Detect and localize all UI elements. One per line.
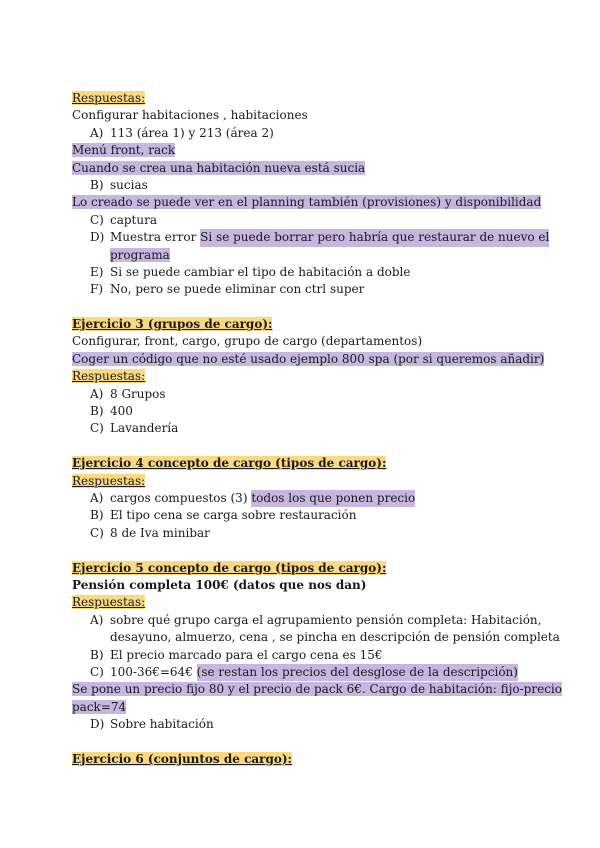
exercise-5-heading: Ejercicio 5 concepto de cargo (tipos de cargo): xyxy=(72,560,387,575)
highlighted-note: Coger un código que no esté usado ejemplo 800 spa (por si queremos añadir) xyxy=(72,351,545,366)
list-item: A) 113 (área 1) y 213 (área 2) xyxy=(90,125,274,140)
exercise-6-heading: Ejercicio 6 (conjuntos de cargo): xyxy=(72,751,292,766)
highlighted-note: todos los que ponen precio xyxy=(251,490,415,507)
document-page xyxy=(72,90,562,768)
list-item: A) cargos compuestos (3) todos los que ponen precio xyxy=(72,490,532,507)
list-item: F) No, pero se puede eliminar con ctrl super xyxy=(90,282,365,297)
highlighted-note: Si se puede borrar pero habría que restaurar de nuevo el xyxy=(200,229,549,246)
list-item: D) Sobre habitación xyxy=(90,717,214,732)
list-item: D) Muestra error Si se puede borrar pero habría que restaurar de nuevo el xyxy=(72,229,532,246)
list-item: A) sobre qué grupo carga el agrupamiento pensión completa: Habitación, xyxy=(90,612,542,627)
list-item: C) Lavandería xyxy=(90,421,179,436)
paragraph: Configurar, front, cargo, grupo de cargo (departamentos) xyxy=(72,334,423,349)
highlighted-note: pack=74 xyxy=(72,699,127,714)
exercise-3-heading: Ejercicio 3 (grupos de cargo): xyxy=(72,317,273,332)
paragraph: Configurar habitaciones , habitaciones xyxy=(72,108,308,123)
highlighted-note: Cuando se crea una habitación nueva está sucia xyxy=(72,160,366,175)
list-item: C) 8 de Iva minibar xyxy=(90,525,210,540)
exercise-4-heading: Ejercicio 4 concepto de cargo (tipos de cargo): xyxy=(72,456,387,471)
answers-label: Respuestas: xyxy=(72,595,146,610)
list-item: B) El precio marcado para el cargo cena es 15€ xyxy=(90,647,383,662)
highlighted-note: Se pone un precio fijo 80 y el precio de pack 6€. Cargo de habitación: fijo-precio xyxy=(72,682,562,697)
list-item: B) sucias xyxy=(90,177,148,192)
highlighted-note: Menú front, rack xyxy=(72,143,176,158)
exercise-5-subtitle: Pensión completa 100€ (datos que nos dan) xyxy=(72,577,367,592)
highlighted-note: (se restan los precios del desglose de la descripción) xyxy=(197,664,518,681)
list-item: B) El tipo cena se carga sobre restauración xyxy=(90,508,357,523)
list-item: A) 8 Grupos xyxy=(90,386,166,401)
answers-label: Respuestas: xyxy=(72,473,146,488)
answers-label: Respuestas: xyxy=(72,91,146,105)
list-item: C) 100-36€=64€ (se restan los precios del desglose de la descripción) xyxy=(72,664,532,681)
list-item: E) Si se puede cambiar el tipo de habitación a doble xyxy=(90,264,411,279)
list-item: C) captura xyxy=(90,212,157,227)
list-item-continuation: desayuno, almuerzo, cena , se pincha en descripción de pensión completa xyxy=(110,630,560,645)
highlighted-note: programa xyxy=(110,247,170,262)
highlighted-note: Lo creado se puede ver en el planning también (provisiones) y disponibilidad xyxy=(72,195,542,210)
answers-label: Respuestas: xyxy=(72,369,146,384)
list-item: B) 400 xyxy=(90,404,133,419)
